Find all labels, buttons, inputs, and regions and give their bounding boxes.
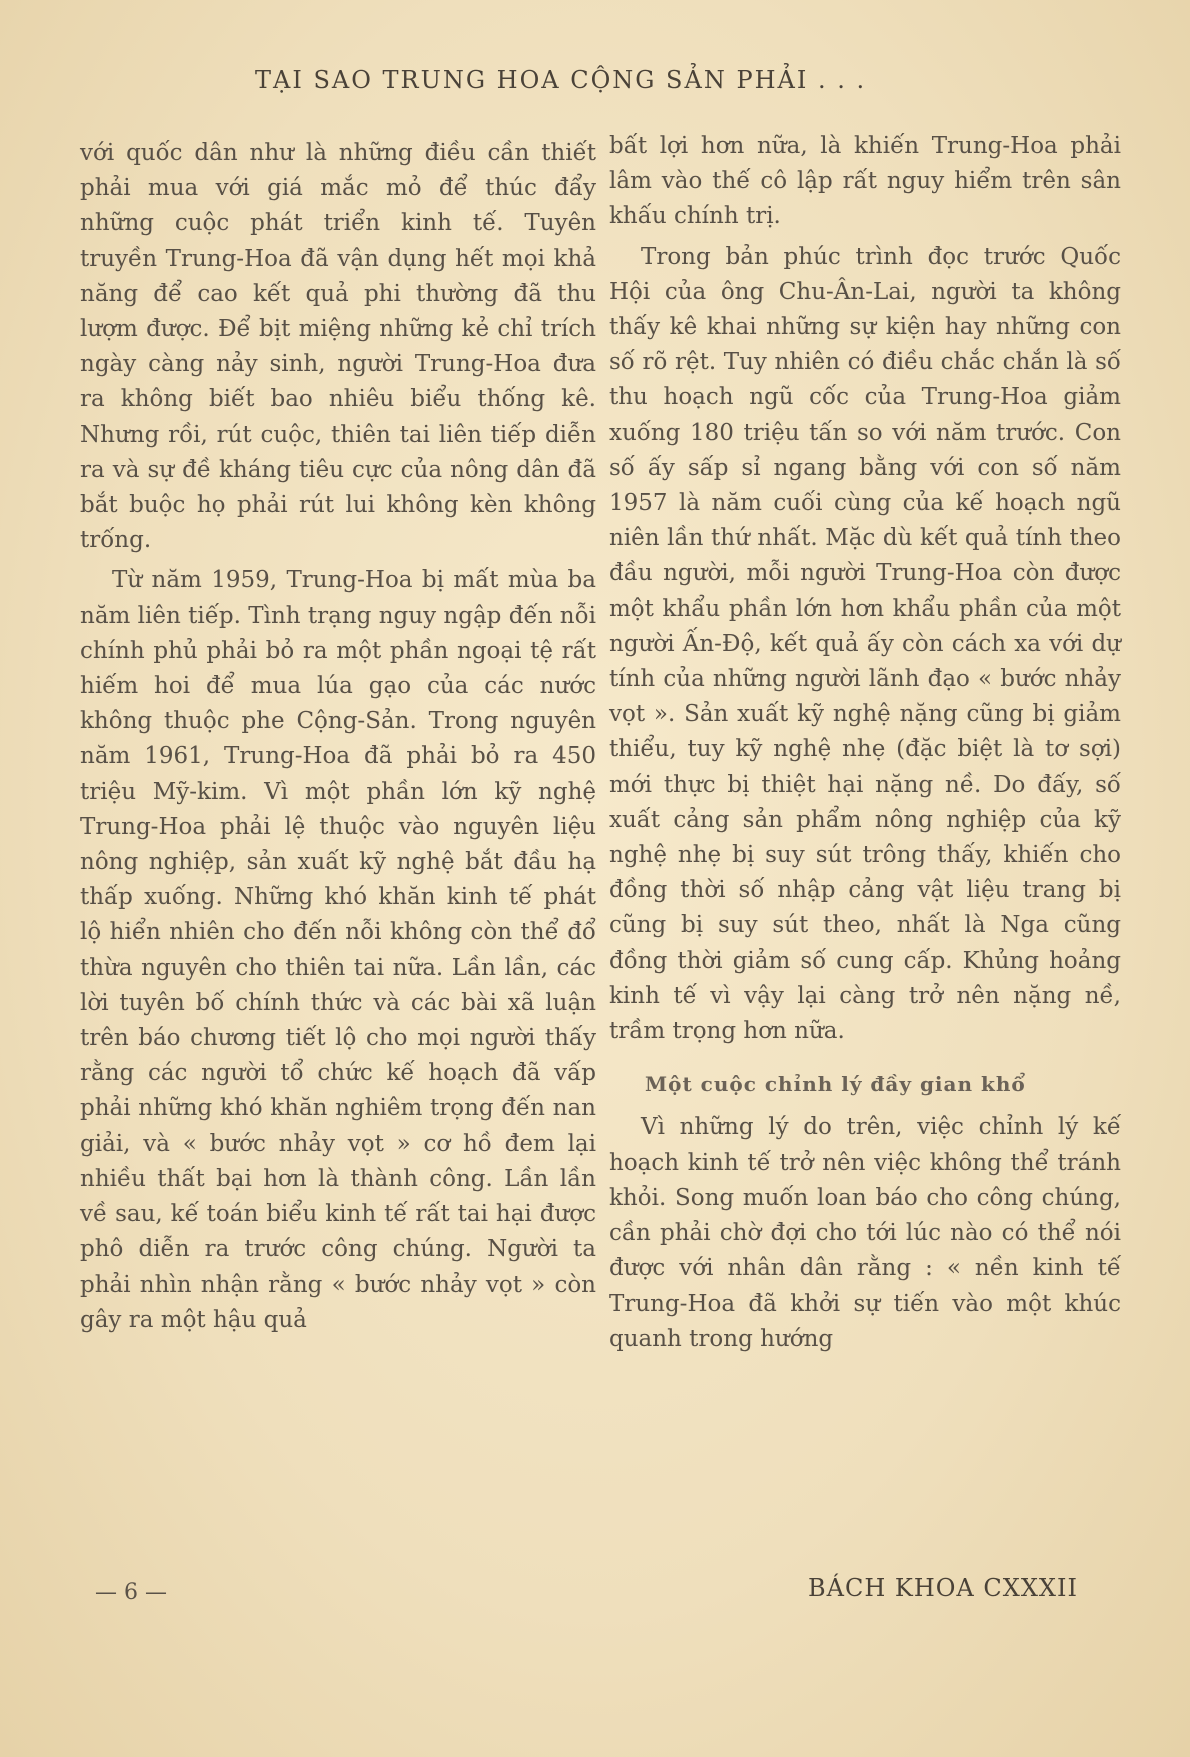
paragraph: với quốc dân như là những điều cần thiết phải mua với giá mắc mỏ để thúc đẩy những cuộc phát triển kinh tế. Tuyên truyền Trung-Hoa đã vận dụng hết mọi khả năng để cao kết quả phi thường đã thu lượm được. Để bịt miệng những kẻ chỉ trích ngày càng nảy sinh, người Trung-Hoa đưa ra không biết bao nhiêu biểu thống kê. Nhưng rồi, rút cuộc, thiên tai liên tiếp diễn ra và sự đề kháng tiêu cực của nông dân đã bắt buộc họ phải rút lui không kèn không trống. bbox=[80, 140, 596, 554]
publication-name: BÁCH KHOA CXXXII bbox=[808, 1574, 1078, 1602]
running-title: TẠI SAO TRUNG HOA CỘNG SẢN PHẢI . . . bbox=[255, 66, 867, 94]
left-column bbox=[80, 136, 596, 1338]
paragraph: bất lợi hơn nữa, là khiến Trung-Hoa phải lâm vào thế cô lập rất nguy hiểm trên sân khấu chính trị. bbox=[609, 133, 1121, 230]
paragraph: Từ năm 1959, Trung-Hoa bị mất mùa ba năm liên tiếp. Tình trạng nguy ngập đến nỗi chính phủ phải bỏ ra một phần ngoại tệ rất hiếm hoi để mua lúa gạo của các nước không thuộc phe Cộng-Sản. Trong nguyên năm 1961, Trung-Hoa đã phải bỏ ra 450 triệu Mỹ-kim. Vì một phần lớn kỹ nghệ Trung-Hoa phải lệ thuộc vào nguyên liệu nông nghiệp, sản xuất kỹ nghệ bắt đầu hạ thấp xuống. Những khó khăn kinh tế phát lộ hiển nhiên cho đến nỗi không còn thể đổ thừa nguyên cho thiên tai nữa. Lần lần, các lời tuyên bố chính thức và các bài xã luận trên báo chương tiết lộ cho mọi người thấy rằng các người tổ chức kế hoạch đã vấp phải những khó khăn nghiêm trọng đến nan giải, và « bước nhảy vọt » cơ hồ đem lại nhiều thất bại hơn là thành công. Lần lần về sau, kế toán biểu kinh tế rất tai hại được phô diễn ra trước công chúng. Người ta phải nhìn nhận rằng « bước nhảy vọt » còn gây ra một hậu quả bbox=[80, 567, 596, 1333]
section-subheading: Một cuộc chỉnh lý đầy gian khổ bbox=[645, 1072, 1026, 1097]
page-number: — 6 — bbox=[95, 1580, 167, 1605]
paragraph: Vì những lý do trên, việc chỉnh lý kế hoạch kinh tế trở nên việc không thể tránh khỏi. Song muốn loan báo cho công chúng, cần phải chờ đợi cho tới lúc nào có thể nói được với nhân dân rằng : « nền kinh tế Trung-Hoa đã khởi sự tiến vào một khúc quanh trong hướng bbox=[609, 1114, 1121, 1352]
paragraph: Trong bản phúc trình đọc trước Quốc Hội của ông Chu-Ân-Lai, người ta không thấy kê khai những sự kiện hay những con số rõ rệt. Tuy nhiên có điều chắc chắn là số thu hoạch ngũ cốc của Trung-Hoa giảm xuống 180 triệu tấn so với năm trước. Con số ấy sấp sỉ ngang bằng với con số năm 1957 là năm cuối cùng của kế hoạch ngũ niên lần thứ nhất. Mặc dù kết quả tính theo đầu người, mỗi người Trung-Hoa còn được một khẩu phần lớn hơn khẩu phần của một người Ấn-Độ, kết quả ấy còn cách xa với dự tính của những người lãnh đạo « bước nhảy vọt ». Sản xuất kỹ nghệ nặng cũng bị giảm thiểu, tuy kỹ nghệ nhẹ (đặc biệt là tơ sợi) mới thực bị thiệt hại nặng nề. Do đấy, số xuất cảng sản phẩm nông nghiệp của kỹ nghệ nhẹ bị suy sút trông thấy, khiến cho đồng thời số nhập cảng vật liệu trang bị cũng bị suy sút theo, nhất là Nga cũng đồng thời giảm số cung cấp. Khủng hoảng kinh tế vì vậy lại càng trở nên nặng nề, trầm trọng hơn nữa. bbox=[609, 243, 1121, 1045]
right-column bbox=[609, 129, 1121, 1357]
